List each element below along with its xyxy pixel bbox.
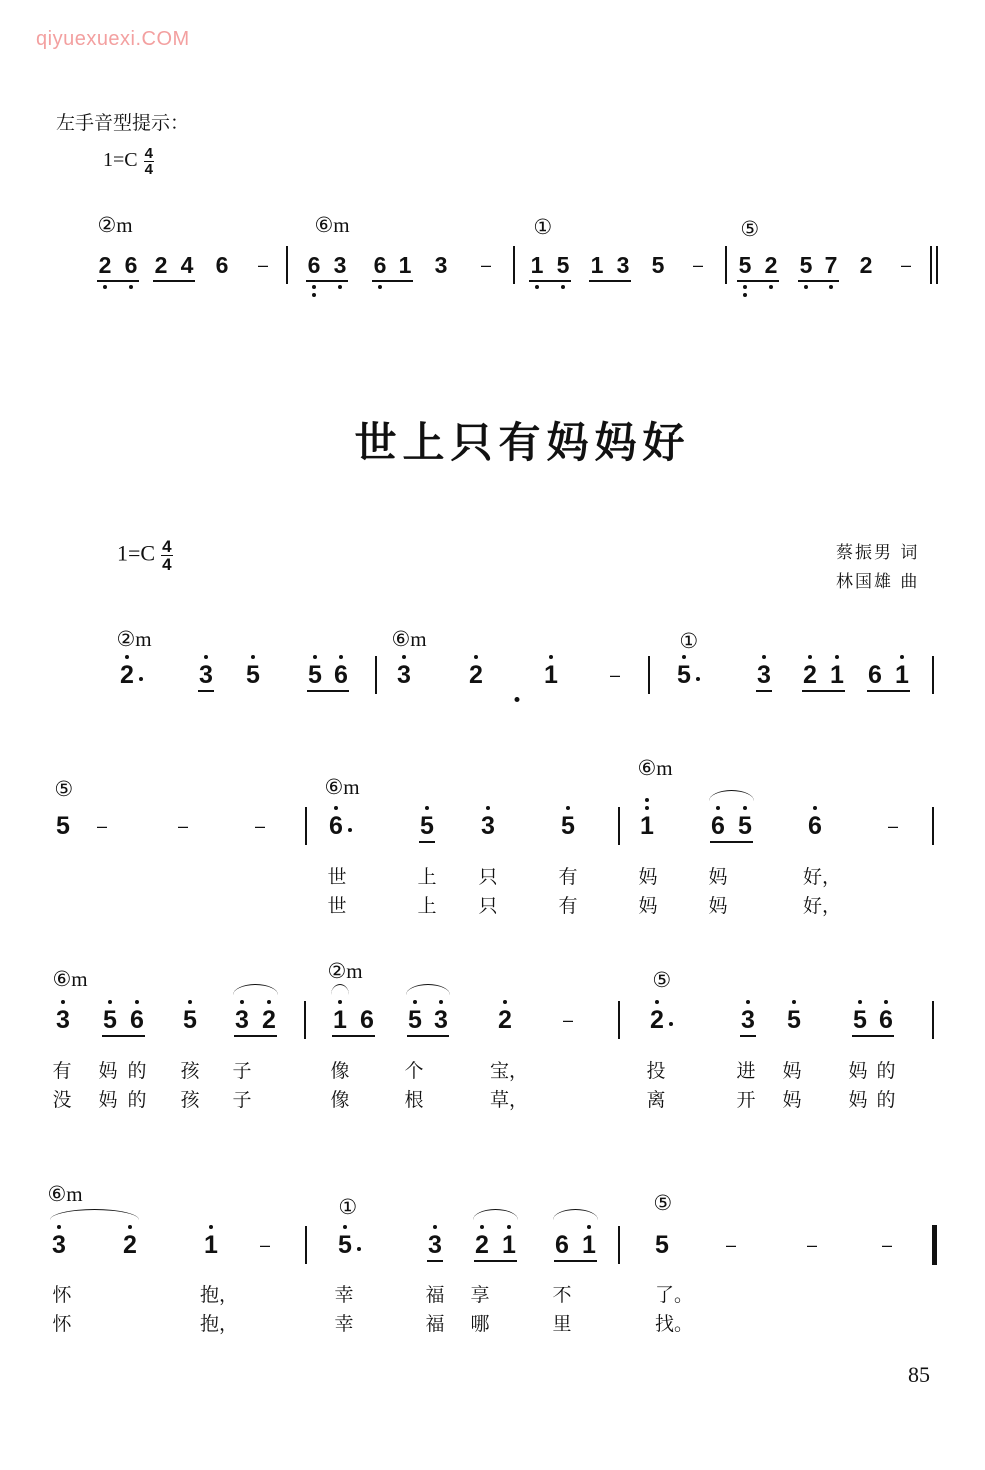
note: 1: [895, 661, 909, 689]
dash: –: [881, 1235, 893, 1255]
high-octave-dot: [835, 655, 839, 659]
note: 3: [428, 1231, 442, 1259]
beam-underline: [798, 280, 839, 282]
lyric-syllable: 福: [425, 1284, 445, 1306]
beam-underline: [802, 690, 845, 692]
beam-underline: [306, 280, 348, 282]
slur-arc: [331, 984, 349, 995]
high-octave-dot: [716, 806, 720, 810]
note: 5: [56, 812, 70, 840]
low-octave-dot: [378, 285, 382, 289]
high-octave-dot: [338, 1000, 342, 1004]
lyric-syllable: 只: [478, 866, 498, 888]
high-octave-dot: [125, 655, 129, 659]
high-octave-dot: [746, 1000, 750, 1004]
note: 5: [246, 661, 260, 689]
high-octave-dot: [425, 806, 429, 810]
barline: [375, 656, 377, 694]
slur-arc: [406, 984, 450, 995]
note: 5: [738, 812, 752, 840]
lyric-syllable: 妈: [782, 1089, 802, 1111]
high-octave-dot: [587, 1225, 591, 1229]
high-octave-dot: [108, 1000, 112, 1004]
chord-label: ⑥m: [47, 1182, 83, 1206]
note: 2: [262, 1006, 276, 1034]
high-octave-dot: [413, 1000, 417, 1004]
dash: –: [692, 255, 704, 275]
augmentation-dot: [357, 1247, 361, 1251]
lyric-syllable: 宝，: [489, 1060, 529, 1082]
chord-label: ⑥m: [391, 627, 427, 651]
lyric-syllable: 妈: [782, 1060, 802, 1082]
high-octave-dot: [402, 655, 406, 659]
lyric-syllable: 的: [127, 1060, 147, 1082]
high-octave-dot: [808, 655, 812, 659]
beam-underline: [153, 280, 195, 282]
note: 6: [711, 812, 725, 840]
dash: –: [887, 816, 899, 836]
augmentation-dot: [348, 828, 352, 832]
note: 1: [333, 1006, 347, 1034]
chord-label: ②m: [327, 959, 363, 983]
note: 1: [530, 252, 544, 278]
time-bottom: 4: [162, 555, 172, 574]
page-number: 85: [908, 1362, 930, 1387]
dash: –: [806, 1235, 818, 1255]
beam-underline: [740, 1035, 756, 1037]
chord-label: ⑤: [740, 217, 760, 241]
lyricist-credit: 蔡振男 词: [836, 543, 920, 563]
chord-label: ②m: [116, 627, 152, 651]
chord-label: ⑤: [54, 777, 74, 801]
high-octave-dot: [645, 806, 649, 810]
note: 3: [235, 1006, 249, 1034]
high-octave-dot: [507, 1225, 511, 1229]
chord-label: ⑤: [652, 968, 672, 992]
high-octave-dot: [655, 1000, 659, 1004]
note: 2: [475, 1231, 489, 1259]
note: 6: [215, 252, 229, 278]
high-octave-dot: [858, 1000, 862, 1004]
hint-key: 1=C: [103, 149, 138, 172]
lyric-syllable: 不: [552, 1284, 572, 1306]
note: 6: [130, 1006, 144, 1034]
beam-underline: [474, 1260, 517, 1262]
high-octave-dot: [343, 1225, 347, 1229]
key-signature: [117, 538, 173, 573]
beam-underline: [427, 1260, 443, 1262]
high-octave-dot: [209, 1225, 213, 1229]
lyric-syllable: 上: [417, 866, 437, 888]
double-barline: [930, 246, 932, 284]
slur-arc: [233, 984, 278, 995]
song-title: 世上只有妈妈好: [354, 418, 691, 467]
high-octave-dot: [188, 1000, 192, 1004]
note: 3: [757, 661, 771, 689]
lyric-syllable: 子: [232, 1089, 252, 1111]
final-barline: [932, 1225, 937, 1265]
dash: –: [480, 255, 492, 275]
lyric-syllable: 妈: [98, 1089, 118, 1111]
barline: [513, 246, 515, 284]
lyric-syllable: 抱，: [199, 1284, 239, 1306]
lyric-syllable: 上: [417, 895, 437, 917]
low-octave-dot: [743, 285, 747, 289]
low-octave-dot: [535, 285, 539, 289]
note: 1: [502, 1231, 516, 1259]
lyric-syllable: 离: [646, 1089, 666, 1111]
high-octave-dot: [61, 1000, 65, 1004]
note: 6: [879, 1006, 893, 1034]
lyric-syllable: 开: [736, 1089, 756, 1111]
note: 6: [334, 661, 348, 689]
high-octave-dot: [682, 655, 686, 659]
low-octave-dot: [561, 285, 565, 289]
note: 3: [397, 661, 411, 689]
dash: –: [254, 816, 266, 836]
lyric-syllable: 进: [736, 1060, 756, 1082]
note: 3: [481, 812, 495, 840]
high-octave-dot: [900, 655, 904, 659]
breath-mark: [515, 697, 520, 702]
lyric-syllable: 妈: [848, 1089, 868, 1111]
beam-underline: [867, 690, 910, 692]
barline: [305, 807, 307, 845]
high-octave-dot: [339, 655, 343, 659]
chord-label: ⑥m: [52, 967, 88, 991]
note: 5: [556, 252, 570, 278]
slur-arc: [473, 1209, 518, 1220]
note: 5: [561, 812, 575, 840]
lyric-syllable: 世: [327, 866, 347, 888]
beam-underline: [97, 280, 139, 282]
dash: –: [562, 1010, 574, 1030]
lyric-syllable: 草，: [489, 1089, 529, 1111]
high-octave-dot: [645, 798, 649, 802]
note: 1: [830, 661, 844, 689]
dash: –: [609, 665, 621, 685]
note: 6: [808, 812, 822, 840]
note: 2: [120, 661, 134, 689]
lyric-syllable: 只: [478, 895, 498, 917]
dash: –: [257, 255, 269, 275]
note: 5: [651, 252, 665, 278]
high-octave-dot: [57, 1225, 61, 1229]
beam-underline: [710, 841, 753, 843]
hint-time-signature: [144, 146, 154, 177]
note: 1: [582, 1231, 596, 1259]
note: 5: [853, 1006, 867, 1034]
augmentation-dot: [139, 677, 143, 681]
high-octave-dot: [334, 806, 338, 810]
lyric-syllable: 找。: [654, 1313, 694, 1335]
note: 5: [408, 1006, 422, 1034]
song-key: 1=C: [117, 540, 156, 566]
note: 3: [741, 1006, 755, 1034]
lyric-syllable: 孩: [180, 1089, 200, 1111]
note: 2: [764, 252, 778, 278]
note: 5: [799, 252, 813, 278]
note: 1: [398, 252, 412, 278]
barline: [725, 246, 727, 284]
augmentation-dot: [696, 677, 700, 681]
chord-label: ①: [533, 215, 553, 239]
lyric-syllable: 像: [330, 1089, 350, 1111]
beam-underline: [756, 690, 772, 692]
high-octave-dot: [486, 806, 490, 810]
dash: –: [900, 255, 912, 275]
note: 4: [180, 252, 194, 278]
note: 2: [803, 661, 817, 689]
low-octave-dot: [312, 285, 316, 289]
high-octave-dot: [566, 806, 570, 810]
beam-underline: [372, 280, 413, 282]
dash: –: [177, 816, 189, 836]
left-hand-hint-label: 左手音型提示：: [56, 112, 190, 134]
barline: [932, 1001, 934, 1039]
note: 5: [103, 1006, 117, 1034]
note: 3: [434, 1006, 448, 1034]
chord-label: ⑥m: [324, 775, 360, 799]
note: 3: [56, 1006, 70, 1034]
chord-label: ①: [338, 1195, 358, 1219]
note: 2: [98, 252, 112, 278]
lyric-syllable: 了。: [654, 1284, 694, 1306]
high-octave-dot: [474, 655, 478, 659]
note: 2: [469, 661, 483, 689]
chord-label: ②m: [97, 213, 133, 237]
lyric-syllable: 妈: [638, 866, 658, 888]
lyric-syllable: 妈: [98, 1060, 118, 1082]
lyric-syllable: 妈: [708, 895, 728, 917]
lyric-syllable: 享: [470, 1284, 490, 1306]
high-octave-dot: [884, 1000, 888, 1004]
chord-label: ⑤: [653, 1191, 673, 1215]
barline: [286, 246, 288, 284]
note: 5: [183, 1006, 197, 1034]
note: 3: [434, 252, 448, 278]
note: 1: [590, 252, 604, 278]
beam-underline: [407, 1035, 449, 1037]
beam-underline: [589, 280, 631, 282]
lyric-syllable: 抱，: [199, 1313, 239, 1335]
low-octave-dot: [312, 293, 316, 297]
dash: –: [259, 1235, 271, 1255]
barline: [648, 656, 650, 694]
note: 1: [640, 812, 654, 840]
barline: [932, 656, 934, 694]
beam-underline: [852, 1035, 894, 1037]
chord-label: ⑥m: [314, 213, 350, 237]
note: 5: [338, 1231, 352, 1259]
dash: –: [96, 816, 108, 836]
note: 6: [868, 661, 882, 689]
beam-underline: [307, 690, 349, 692]
note: 7: [824, 252, 838, 278]
lyric-syllable: 妈: [848, 1060, 868, 1082]
beam-underline: [554, 1260, 597, 1262]
low-octave-dot: [338, 285, 342, 289]
lyric-syllable: 有: [52, 1060, 72, 1082]
high-octave-dot: [251, 655, 255, 659]
lyric-syllable: 的: [876, 1060, 896, 1082]
high-octave-dot: [480, 1225, 484, 1229]
high-octave-dot: [313, 655, 317, 659]
high-octave-dot: [762, 655, 766, 659]
note: 2: [859, 252, 873, 278]
note: 3: [52, 1231, 66, 1259]
high-octave-dot: [549, 655, 553, 659]
lyric-syllable: 有: [558, 866, 578, 888]
note: 2: [154, 252, 168, 278]
note: 6: [329, 812, 343, 840]
lyric-syllable: 妈: [638, 895, 658, 917]
beam-underline: [419, 841, 435, 843]
lyric-syllable: 的: [127, 1089, 147, 1111]
low-octave-dot: [804, 285, 808, 289]
lyric-syllable: 好，: [802, 866, 842, 888]
augmentation-dot: [669, 1022, 673, 1026]
low-octave-dot: [769, 285, 773, 289]
note: 6: [124, 252, 138, 278]
lyric-syllable: 有: [558, 895, 578, 917]
barline: [305, 1226, 307, 1264]
low-octave-dot: [829, 285, 833, 289]
lyric-syllable: 怀: [52, 1284, 72, 1306]
time-top: 4: [144, 145, 153, 162]
lyric-syllable: 像: [330, 1060, 350, 1082]
lyric-syllable: 幸: [334, 1313, 354, 1335]
note: 6: [373, 252, 387, 278]
lyric-syllable: 哪: [470, 1313, 490, 1335]
time-bottom: 4: [144, 161, 153, 178]
high-octave-dot: [792, 1000, 796, 1004]
lyric-syllable: 好，: [802, 895, 842, 917]
beam-underline: [102, 1035, 145, 1037]
high-octave-dot: [439, 1000, 443, 1004]
slur-arc: [50, 1209, 139, 1220]
high-octave-dot: [204, 655, 208, 659]
note: 1: [204, 1231, 218, 1259]
dash: –: [725, 1235, 737, 1255]
watermark: qiyuexuexi.COM: [36, 28, 190, 50]
barline: [618, 1226, 620, 1264]
note: 2: [498, 1006, 512, 1034]
high-octave-dot: [503, 1000, 507, 1004]
high-octave-dot: [240, 1000, 244, 1004]
note: 5: [308, 661, 322, 689]
note: 5: [420, 812, 434, 840]
high-octave-dot: [813, 806, 817, 810]
lyric-syllable: 投: [646, 1060, 666, 1082]
note: 2: [123, 1231, 137, 1259]
barline: [618, 1001, 620, 1039]
high-octave-dot: [743, 806, 747, 810]
beam-underline: [198, 690, 214, 692]
double-barline: [936, 246, 938, 284]
time-signature: [161, 538, 172, 573]
beam-underline: [529, 280, 571, 282]
slur-arc: [553, 1209, 598, 1220]
note: 6: [555, 1231, 569, 1259]
chord-label: ⑥m: [637, 756, 673, 780]
high-octave-dot: [267, 1000, 271, 1004]
beam-underline: [234, 1035, 277, 1037]
time-top: 4: [162, 537, 172, 556]
high-octave-dot: [135, 1000, 139, 1004]
lyric-syllable: 子: [232, 1060, 252, 1082]
low-octave-dot: [743, 293, 747, 297]
lyric-syllable: 世: [327, 895, 347, 917]
note: 5: [655, 1231, 669, 1259]
note: 6: [360, 1006, 374, 1034]
lyric-syllable: 根: [404, 1089, 424, 1111]
note: 3: [616, 252, 630, 278]
note: 3: [333, 252, 347, 278]
note: 6: [307, 252, 321, 278]
lyric-syllable: 的: [876, 1089, 896, 1111]
note: 5: [787, 1006, 801, 1034]
chord-label: ①: [679, 629, 699, 653]
low-octave-dot: [103, 285, 107, 289]
slur-arc: [709, 790, 754, 801]
lyric-syllable: 幸: [334, 1284, 354, 1306]
lyric-syllable: 里: [552, 1313, 572, 1335]
note: 2: [650, 1006, 664, 1034]
hint-key-signature: [103, 146, 154, 177]
note: 5: [677, 661, 691, 689]
high-octave-dot: [433, 1225, 437, 1229]
beam-underline: [737, 280, 779, 282]
lyric-syllable: 怀: [52, 1313, 72, 1335]
low-octave-dot: [129, 285, 133, 289]
lyric-syllable: 孩: [180, 1060, 200, 1082]
beam-underline: [332, 1035, 375, 1037]
note: 1: [544, 661, 558, 689]
lyric-syllable: 个: [404, 1060, 424, 1082]
barline: [618, 807, 620, 845]
barline: [932, 807, 934, 845]
high-octave-dot: [128, 1225, 132, 1229]
composer-credit: 林国雄 曲: [836, 572, 920, 592]
lyric-syllable: 没: [52, 1089, 72, 1111]
lyric-syllable: 妈: [708, 866, 728, 888]
lyric-syllable: 福: [425, 1313, 445, 1335]
barline: [304, 1001, 306, 1039]
note: 5: [738, 252, 752, 278]
note: 3: [199, 661, 213, 689]
